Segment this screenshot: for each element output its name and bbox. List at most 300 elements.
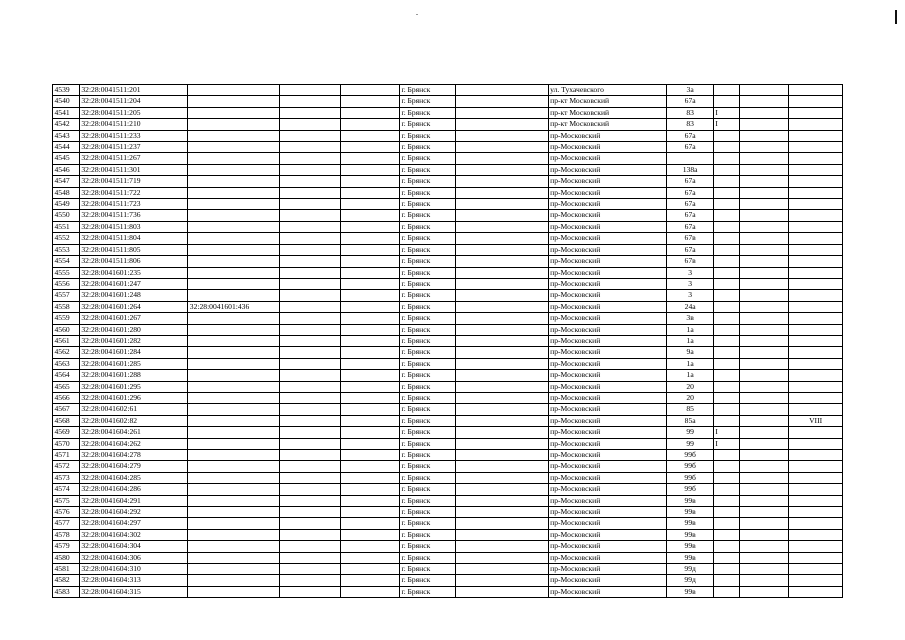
city-cell: г. Брянск	[399, 484, 455, 495]
cadastral-number-cell: 32:28:0041601:247	[79, 278, 187, 289]
empty-cell	[280, 96, 341, 107]
street-cell: пр-Московский	[548, 301, 667, 312]
empty-cell	[280, 529, 341, 540]
table-row	[53, 586, 843, 597]
city-cell: г. Брянск	[399, 529, 455, 540]
empty-cell	[341, 164, 400, 175]
building-mark-cell	[713, 575, 739, 586]
city-cell: г. Брянск	[399, 130, 455, 141]
empty-cell	[280, 392, 341, 403]
building-mark-cell	[713, 142, 739, 153]
row-number-cell: 4546	[53, 164, 80, 175]
empty-cell	[341, 358, 400, 369]
house-number-cell: 67а	[667, 187, 713, 198]
cadastral-number-cell: 32:28:0041602:61	[79, 404, 187, 415]
empty-cell	[455, 119, 548, 130]
empty-cell	[280, 199, 341, 210]
empty-cell	[739, 438, 789, 449]
street-cell: пр-Московский	[548, 358, 667, 369]
cadastral-number-cell: 32:28:0041604:285	[79, 472, 187, 483]
previous-cadastral-cell	[188, 564, 280, 575]
empty-cell	[739, 472, 789, 483]
house-number-cell: 99в	[667, 518, 713, 529]
empty-cell	[739, 518, 789, 529]
row-number-cell: 4571	[53, 450, 80, 461]
room-number-cell	[789, 119, 843, 130]
empty-cell	[341, 313, 400, 324]
empty-cell	[455, 586, 548, 597]
room-number-cell	[789, 358, 843, 369]
empty-cell	[739, 164, 789, 175]
room-number-cell	[789, 427, 843, 438]
city-cell: г. Брянск	[399, 210, 455, 221]
street-cell: пр-Московский	[548, 221, 667, 232]
building-mark-cell	[713, 153, 739, 164]
empty-cell	[280, 85, 341, 96]
cadastral-number-cell: 32:28:0041511:803	[79, 221, 187, 232]
empty-cell	[455, 199, 548, 210]
empty-cell	[280, 290, 341, 301]
row-number-cell: 4563	[53, 358, 80, 369]
table-row	[53, 552, 843, 563]
empty-cell	[739, 370, 789, 381]
table-row	[53, 472, 843, 483]
table-row	[53, 392, 843, 403]
empty-cell	[280, 438, 341, 449]
cadastral-number-cell: 32:28:0041601:248	[79, 290, 187, 301]
empty-cell	[739, 427, 789, 438]
building-mark-cell	[713, 392, 739, 403]
previous-cadastral-cell	[188, 142, 280, 153]
previous-cadastral-cell	[188, 256, 280, 267]
empty-cell	[739, 392, 789, 403]
room-number-cell	[789, 313, 843, 324]
room-number-cell	[789, 381, 843, 392]
row-number-cell: 4541	[53, 107, 80, 118]
empty-cell	[739, 552, 789, 563]
empty-cell	[739, 564, 789, 575]
city-cell: г. Брянск	[399, 415, 455, 426]
empty-cell	[739, 290, 789, 301]
room-number-cell	[789, 529, 843, 540]
city-cell: г. Брянск	[399, 256, 455, 267]
house-number-cell: 67в	[667, 256, 713, 267]
row-number-cell: 4574	[53, 484, 80, 495]
empty-cell	[739, 586, 789, 597]
cadastral-number-cell: 32:28:0041601:288	[79, 370, 187, 381]
row-number-cell: 4576	[53, 507, 80, 518]
street-cell: пр-Московский	[548, 518, 667, 529]
room-number-cell	[789, 450, 843, 461]
empty-cell	[455, 324, 548, 335]
empty-cell	[455, 529, 548, 540]
street-cell: пр-Московский	[548, 130, 667, 141]
city-cell: г. Брянск	[399, 575, 455, 586]
street-cell: пр-Московский	[548, 507, 667, 518]
row-number-cell: 4579	[53, 541, 80, 552]
street-cell: пр-Московский	[548, 164, 667, 175]
street-cell: пр-кт Московский	[548, 107, 667, 118]
city-cell: г. Брянск	[399, 290, 455, 301]
room-number-cell	[789, 324, 843, 335]
room-number-cell	[789, 256, 843, 267]
table-row	[53, 324, 843, 335]
previous-cadastral-cell	[188, 199, 280, 210]
empty-cell	[341, 415, 400, 426]
street-cell: пр-Московский	[548, 187, 667, 198]
empty-cell	[280, 381, 341, 392]
empty-cell	[455, 85, 548, 96]
empty-cell	[280, 244, 341, 255]
previous-cadastral-cell	[188, 472, 280, 483]
empty-cell	[739, 450, 789, 461]
street-cell: пр-Московский	[548, 529, 667, 540]
empty-cell	[280, 575, 341, 586]
room-number-cell	[789, 552, 843, 563]
previous-cadastral-cell	[188, 370, 280, 381]
building-mark-cell	[713, 176, 739, 187]
empty-cell	[280, 119, 341, 130]
row-number-cell: 4551	[53, 221, 80, 232]
previous-cadastral-cell	[188, 415, 280, 426]
table-row	[53, 404, 843, 415]
empty-cell	[455, 267, 548, 278]
empty-cell	[280, 233, 341, 244]
empty-cell	[739, 461, 789, 472]
building-mark-cell	[713, 187, 739, 198]
table-row	[53, 199, 843, 210]
house-number-cell: 99б	[667, 484, 713, 495]
cadastral-number-cell: 32:28:0041601:296	[79, 392, 187, 403]
house-number-cell: 20	[667, 381, 713, 392]
city-cell: г. Брянск	[399, 586, 455, 597]
empty-cell	[341, 142, 400, 153]
room-number-cell	[789, 347, 843, 358]
empty-cell	[280, 564, 341, 575]
house-number-cell: 99в	[667, 586, 713, 597]
street-cell: пр-Московский	[548, 347, 667, 358]
table-row	[53, 164, 843, 175]
room-number-cell	[789, 290, 843, 301]
previous-cadastral-cell	[188, 210, 280, 221]
row-number-cell: 4583	[53, 586, 80, 597]
room-number-cell	[789, 244, 843, 255]
city-cell: г. Брянск	[399, 541, 455, 552]
empty-cell	[341, 210, 400, 221]
house-number-cell: 3в	[667, 313, 713, 324]
previous-cadastral-cell	[188, 233, 280, 244]
empty-cell	[739, 301, 789, 312]
room-number-cell	[789, 278, 843, 289]
room-number-cell	[789, 210, 843, 221]
house-number-cell: 99в	[667, 507, 713, 518]
empty-cell	[455, 164, 548, 175]
street-cell: пр-Московский	[548, 335, 667, 346]
city-cell: г. Брянск	[399, 244, 455, 255]
empty-cell	[739, 358, 789, 369]
empty-cell	[280, 142, 341, 153]
empty-cell	[341, 552, 400, 563]
empty-cell	[455, 438, 548, 449]
row-number-cell: 4580	[53, 552, 80, 563]
empty-cell	[341, 199, 400, 210]
empty-cell	[341, 370, 400, 381]
house-number-cell: 67а	[667, 96, 713, 107]
city-cell: г. Брянск	[399, 438, 455, 449]
empty-cell	[341, 187, 400, 198]
street-cell: пр-Московский	[548, 438, 667, 449]
previous-cadastral-cell	[188, 176, 280, 187]
cadastral-number-cell: 32:28:0041601:280	[79, 324, 187, 335]
room-number-cell	[789, 233, 843, 244]
empty-cell	[455, 233, 548, 244]
empty-cell	[341, 290, 400, 301]
city-cell: г. Брянск	[399, 335, 455, 346]
empty-cell	[341, 278, 400, 289]
city-cell: г. Брянск	[399, 381, 455, 392]
table-row	[53, 313, 843, 324]
empty-cell	[341, 450, 400, 461]
street-cell: пр-Московский	[548, 244, 667, 255]
cadastral-number-cell: 32:28:0041511:722	[79, 187, 187, 198]
city-cell: г. Брянск	[399, 507, 455, 518]
house-number-cell: 67а	[667, 130, 713, 141]
house-number-cell: 3	[667, 290, 713, 301]
empty-cell	[341, 404, 400, 415]
city-cell: г. Брянск	[399, 153, 455, 164]
empty-cell	[739, 119, 789, 130]
street-cell: ул. Тухачевского	[548, 85, 667, 96]
building-mark-cell	[713, 210, 739, 221]
row-number-cell: 4573	[53, 472, 80, 483]
street-cell: пр-Московский	[548, 552, 667, 563]
empty-cell	[739, 347, 789, 358]
empty-cell	[455, 142, 548, 153]
empty-cell	[455, 392, 548, 403]
empty-cell	[341, 153, 400, 164]
empty-cell	[739, 233, 789, 244]
empty-cell	[280, 176, 341, 187]
city-cell: г. Брянск	[399, 370, 455, 381]
building-mark-cell: I	[713, 438, 739, 449]
cadastral-number-cell: 32:28:0041604:261	[79, 427, 187, 438]
empty-cell	[341, 85, 400, 96]
row-number-cell: 4550	[53, 210, 80, 221]
city-cell: г. Брянск	[399, 404, 455, 415]
empty-cell	[280, 415, 341, 426]
row-number-cell: 4561	[53, 335, 80, 346]
city-cell: г. Брянск	[399, 472, 455, 483]
empty-cell	[341, 256, 400, 267]
empty-cell	[280, 335, 341, 346]
city-cell: г. Брянск	[399, 347, 455, 358]
house-number-cell: 67а	[667, 210, 713, 221]
row-number-cell: 4547	[53, 176, 80, 187]
row-number-cell: 4543	[53, 130, 80, 141]
city-cell: г. Брянск	[399, 199, 455, 210]
previous-cadastral-cell	[188, 107, 280, 118]
empty-cell	[341, 233, 400, 244]
room-number-cell	[789, 484, 843, 495]
row-number-cell: 4570	[53, 438, 80, 449]
cadastral-number-cell: 32:28:0041511:204	[79, 96, 187, 107]
city-cell: г. Брянск	[399, 427, 455, 438]
cadastral-number-cell: 32:28:0041511:804	[79, 233, 187, 244]
room-number-cell	[789, 267, 843, 278]
cadastral-number-cell: 32:28:0041601:264	[79, 301, 187, 312]
house-number-cell: 1а	[667, 370, 713, 381]
cadastral-number-cell: 32:28:0041601:267	[79, 313, 187, 324]
building-mark-cell	[713, 472, 739, 483]
city-cell: г. Брянск	[399, 358, 455, 369]
house-number-cell: 83	[667, 107, 713, 118]
city-cell: г. Брянск	[399, 164, 455, 175]
row-number-cell: 4554	[53, 256, 80, 267]
house-number-cell: 1а	[667, 324, 713, 335]
empty-cell	[455, 450, 548, 461]
room-number-cell	[789, 199, 843, 210]
empty-cell	[280, 267, 341, 278]
empty-cell	[341, 267, 400, 278]
building-mark-cell	[713, 335, 739, 346]
previous-cadastral-cell	[188, 575, 280, 586]
house-number-cell: 20	[667, 392, 713, 403]
cadastral-number-cell: 32:28:0041604:291	[79, 495, 187, 506]
empty-cell	[280, 370, 341, 381]
street-cell: пр-Московский	[548, 461, 667, 472]
empty-cell	[341, 107, 400, 118]
table-row	[53, 438, 843, 449]
empty-cell	[455, 564, 548, 575]
empty-cell	[739, 278, 789, 289]
building-mark-cell	[713, 415, 739, 426]
empty-cell	[341, 427, 400, 438]
building-mark-cell	[713, 541, 739, 552]
empty-cell	[341, 518, 400, 529]
city-cell: г. Брянск	[399, 278, 455, 289]
room-number-cell	[789, 541, 843, 552]
cadastral-number-cell: 32:28:0041604:286	[79, 484, 187, 495]
building-mark-cell	[713, 370, 739, 381]
city-cell: г. Брянск	[399, 187, 455, 198]
empty-cell	[739, 153, 789, 164]
street-cell: пр-Московский	[548, 575, 667, 586]
building-mark-cell: I	[713, 107, 739, 118]
table-row	[53, 564, 843, 575]
empty-cell	[455, 427, 548, 438]
house-number-cell: 85а	[667, 415, 713, 426]
room-number-cell	[789, 153, 843, 164]
cadastral-number-cell: 32:28:0041604:310	[79, 564, 187, 575]
cadastral-number-cell: 32:28:0041511:723	[79, 199, 187, 210]
street-cell: пр-Московский	[548, 404, 667, 415]
cadastral-number-cell: 32:28:0041601:295	[79, 381, 187, 392]
table-row	[53, 427, 843, 438]
room-number-cell	[789, 187, 843, 198]
building-mark-cell	[713, 347, 739, 358]
previous-cadastral-cell	[188, 324, 280, 335]
row-number-cell: 4557	[53, 290, 80, 301]
previous-cadastral-cell	[188, 187, 280, 198]
row-number-cell: 4555	[53, 267, 80, 278]
table-row	[53, 278, 843, 289]
table-row	[53, 507, 843, 518]
building-mark-cell	[713, 381, 739, 392]
city-cell: г. Брянск	[399, 495, 455, 506]
cadastral-number-cell: 32:28:0041604:313	[79, 575, 187, 586]
street-cell: пр-Московский	[548, 313, 667, 324]
building-mark-cell	[713, 450, 739, 461]
empty-cell	[739, 415, 789, 426]
empty-cell	[455, 507, 548, 518]
empty-cell	[341, 541, 400, 552]
row-number-cell: 4556	[53, 278, 80, 289]
building-mark-cell	[713, 130, 739, 141]
empty-cell	[739, 107, 789, 118]
room-number-cell	[789, 564, 843, 575]
empty-cell	[739, 244, 789, 255]
table-row	[53, 85, 843, 96]
row-number-cell: 4545	[53, 153, 80, 164]
empty-cell	[341, 347, 400, 358]
previous-cadastral-cell	[188, 153, 280, 164]
row-number-cell: 4559	[53, 313, 80, 324]
previous-cadastral-cell	[188, 461, 280, 472]
row-number-cell: 4553	[53, 244, 80, 255]
previous-cadastral-cell	[188, 541, 280, 552]
row-number-cell: 4549	[53, 199, 80, 210]
empty-cell	[280, 221, 341, 232]
table-row	[53, 153, 843, 164]
city-cell: г. Брянск	[399, 176, 455, 187]
empty-cell	[739, 187, 789, 198]
street-cell: пр-Московский	[548, 450, 667, 461]
empty-cell	[739, 335, 789, 346]
previous-cadastral-cell: 32:28:0041601:436	[188, 301, 280, 312]
previous-cadastral-cell	[188, 392, 280, 403]
street-cell: пр-Московский	[548, 233, 667, 244]
empty-cell	[455, 187, 548, 198]
row-number-cell: 4578	[53, 529, 80, 540]
house-number-cell: 99в	[667, 529, 713, 540]
previous-cadastral-cell	[188, 290, 280, 301]
previous-cadastral-cell	[188, 450, 280, 461]
table-row	[53, 176, 843, 187]
street-cell: пр-Московский	[548, 586, 667, 597]
row-number-cell: 4540	[53, 96, 80, 107]
house-number-cell: 1а	[667, 335, 713, 346]
room-number-cell	[789, 461, 843, 472]
cadastral-number-cell: 32:28:0041604:315	[79, 586, 187, 597]
cadastral-number-cell: 32:28:0041601:235	[79, 267, 187, 278]
page-edge-mark	[895, 10, 897, 24]
house-number-cell: 85	[667, 404, 713, 415]
cadastral-number-cell: 32:28:0041511:805	[79, 244, 187, 255]
empty-cell	[455, 335, 548, 346]
table-row	[53, 415, 843, 426]
city-cell: г. Брянск	[399, 267, 455, 278]
building-mark-cell	[713, 507, 739, 518]
street-cell: пр-Московский	[548, 210, 667, 221]
previous-cadastral-cell	[188, 244, 280, 255]
empty-cell	[280, 427, 341, 438]
building-mark-cell	[713, 313, 739, 324]
house-number-cell: 67а	[667, 221, 713, 232]
empty-cell	[341, 335, 400, 346]
empty-cell	[739, 267, 789, 278]
building-mark-cell	[713, 586, 739, 597]
house-number-cell: 3а	[667, 85, 713, 96]
